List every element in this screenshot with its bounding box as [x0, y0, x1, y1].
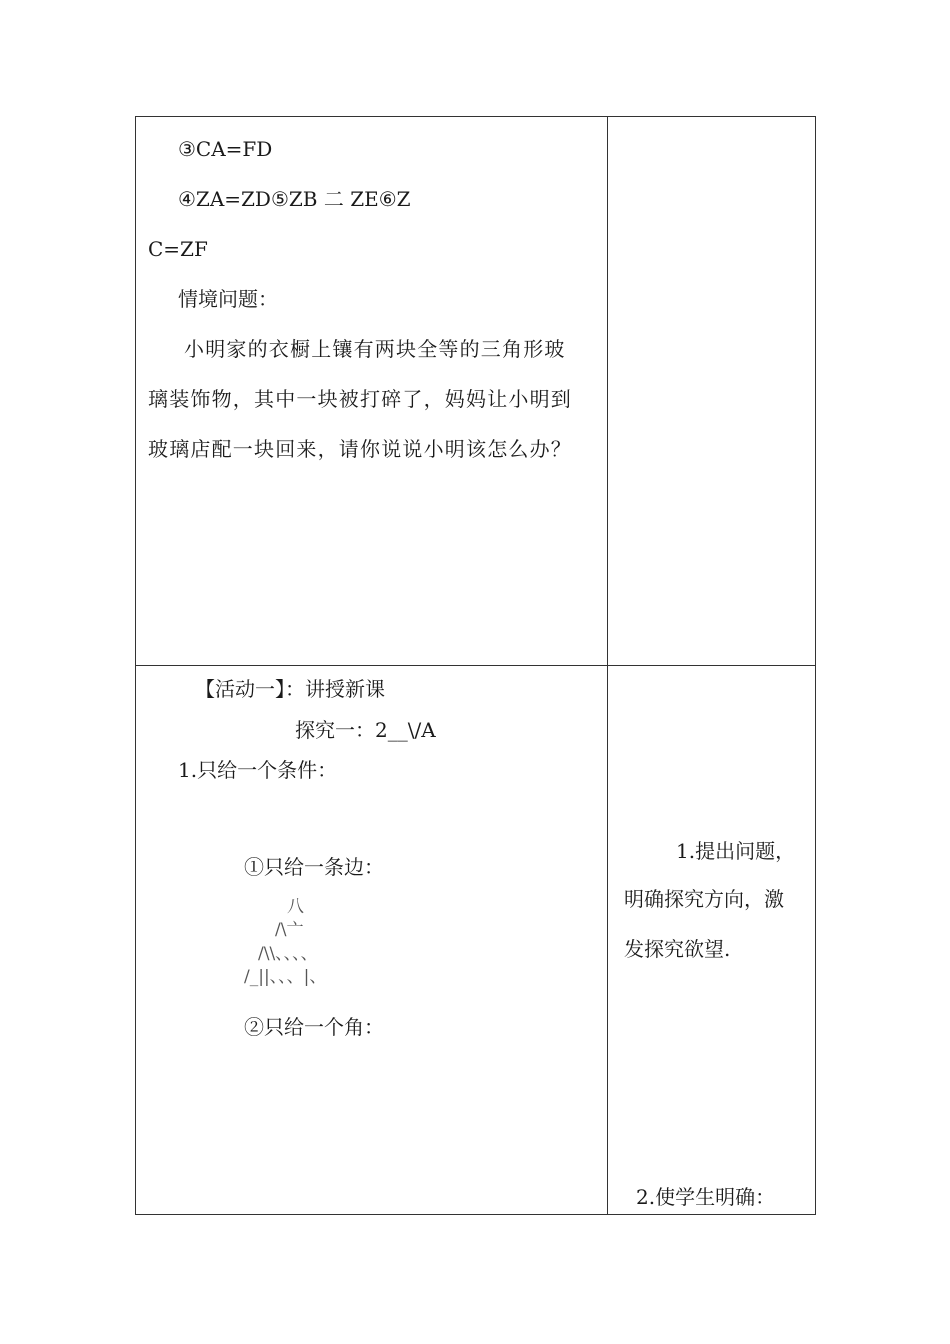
situation-line-1: 小明家的衣橱上镶有两块全等的三角形玻: [184, 337, 566, 361]
triangle-sketch-line-3: /\\、、、、: [258, 944, 318, 964]
table-top-border: [135, 116, 816, 117]
teaching-note-1-line-1: 1.提出问题，: [676, 839, 796, 863]
condition-4-6-line2: C=ZF: [148, 237, 208, 261]
teaching-note-1-line-3: 发探究欲望.: [624, 937, 731, 961]
situation-line-2: 璃装饰物，其中一块被打碎了，妈妈让小明到: [148, 387, 572, 411]
column-divider: [607, 116, 608, 1215]
triangle-sketch-line-2: /\亠: [275, 920, 304, 940]
item-1-heading: 1.只给一个条件：: [178, 758, 338, 782]
table-right-border: [815, 116, 816, 1215]
condition-3: ③CA=FD: [178, 137, 273, 161]
table-left-border: [135, 116, 136, 1215]
explore-title: 探究一：2__\/A: [295, 718, 436, 742]
row-divider: [135, 665, 816, 666]
condition-4-6-line1: ④ZA=ZD⑤ZB 二 ZE⑥Z: [178, 187, 411, 211]
teaching-note-1-line-2: 明确探究方向，激: [624, 887, 784, 911]
triangle-sketch-line-4: /_||、、、|、: [244, 967, 327, 987]
activity-title: 【活动一】：讲授新课: [195, 677, 385, 701]
situation-heading: 情境问题：: [178, 287, 278, 311]
sub-item-one-side: ①只给一条边：: [244, 855, 384, 879]
lesson-table: [135, 116, 816, 1215]
situation-line-3: 玻璃店配一块回来，请你说说小明该怎么办？: [148, 437, 572, 461]
table-bottom-border: [135, 1214, 816, 1215]
teaching-note-2: 2.使学生明确：: [636, 1185, 776, 1209]
sub-item-one-angle: ②只给一个角：: [244, 1015, 384, 1039]
triangle-sketch-line-1: 八: [287, 897, 304, 917]
